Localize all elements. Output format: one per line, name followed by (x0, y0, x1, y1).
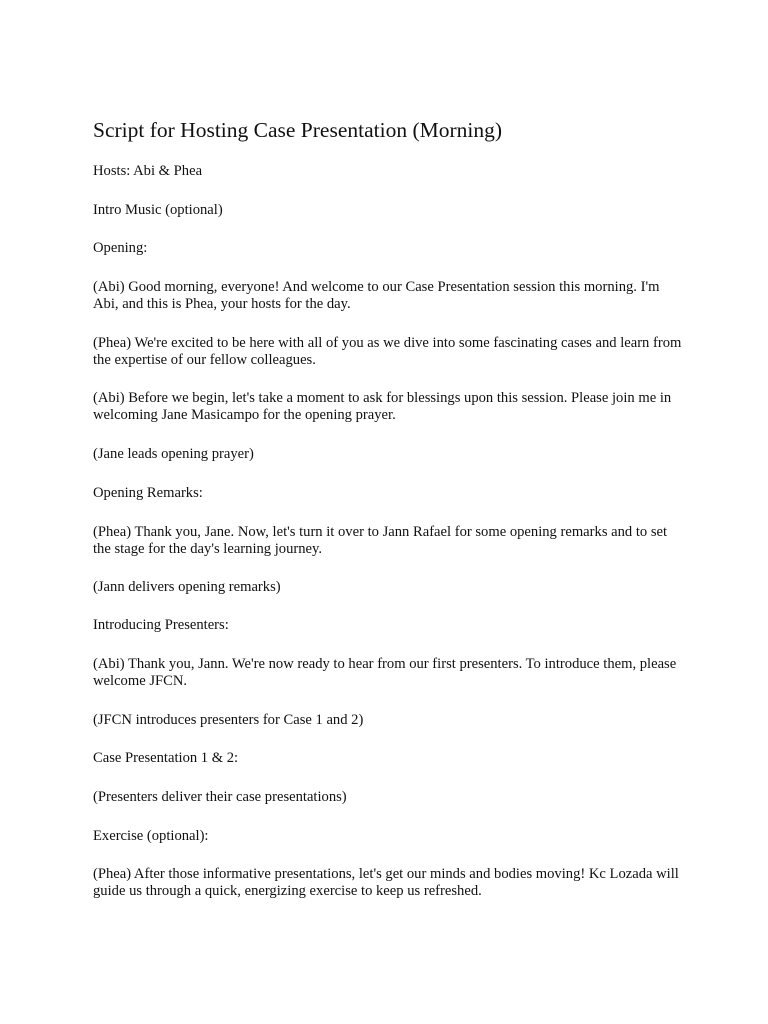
paragraph-abi-blessings: (Abi) Before we begin, let's take a moment to ask for blessings upon this session. Please join me in welcoming Jane Masicampo for the opening prayer. (93, 390, 672, 423)
paragraph-jfcn-introduces: (JFCN introduces presenters for Case 1 and 2) (93, 712, 364, 728)
section-heading-opening-remarks: Opening Remarks: (93, 485, 203, 501)
section-heading-case-presentation: Case Presentation 1 & 2: (93, 750, 239, 766)
paragraph-abi-thanks-jann: (Abi) Thank you, Jann. We're now ready to hear from our first presenters. To introduce them, please welcome JFCN. (93, 656, 677, 689)
paragraph-jann-remarks: (Jann delivers opening remarks) (93, 579, 281, 595)
hosts-line: Hosts: Abi & Phea (93, 163, 203, 179)
paragraph-abi-welcome: (Abi) Good morning, everyone! And welcome to our Case Presentation session this morning. I'm Abi, and this is Phea, your hosts for the day. (93, 279, 660, 312)
intro-music-line: Intro Music (optional) (93, 202, 223, 218)
paragraph-phea-excited: (Phea) We're excited to be here with all of you as we dive into some fascinating cases and learn from the expertise of our fellow colleagues. (93, 335, 682, 368)
section-heading-introducing-presenters: Introducing Presenters: (93, 617, 229, 633)
section-heading-exercise: Exercise (optional): (93, 828, 209, 844)
section-heading-opening: Opening: (93, 240, 148, 256)
paragraph-phea-exercise: (Phea) After those informative presentations, let's get our minds and bodies moving! Kc Lozada will guide us through a quick, energizing exercise to keep us refreshed. (93, 866, 679, 899)
page-title: Script for Hosting Case Presentation (Morning) (93, 118, 503, 142)
paragraph-phea-thanks-jane: (Phea) Thank you, Jane. Now, let's turn it over to Jann Rafael for some opening remarks and to set the stage for the day's learning journey. (93, 524, 668, 557)
paragraph-jane-prayer: (Jane leads opening prayer) (93, 446, 254, 462)
paragraph-presenters-deliver: (Presenters deliver their case presentations) (93, 789, 347, 805)
